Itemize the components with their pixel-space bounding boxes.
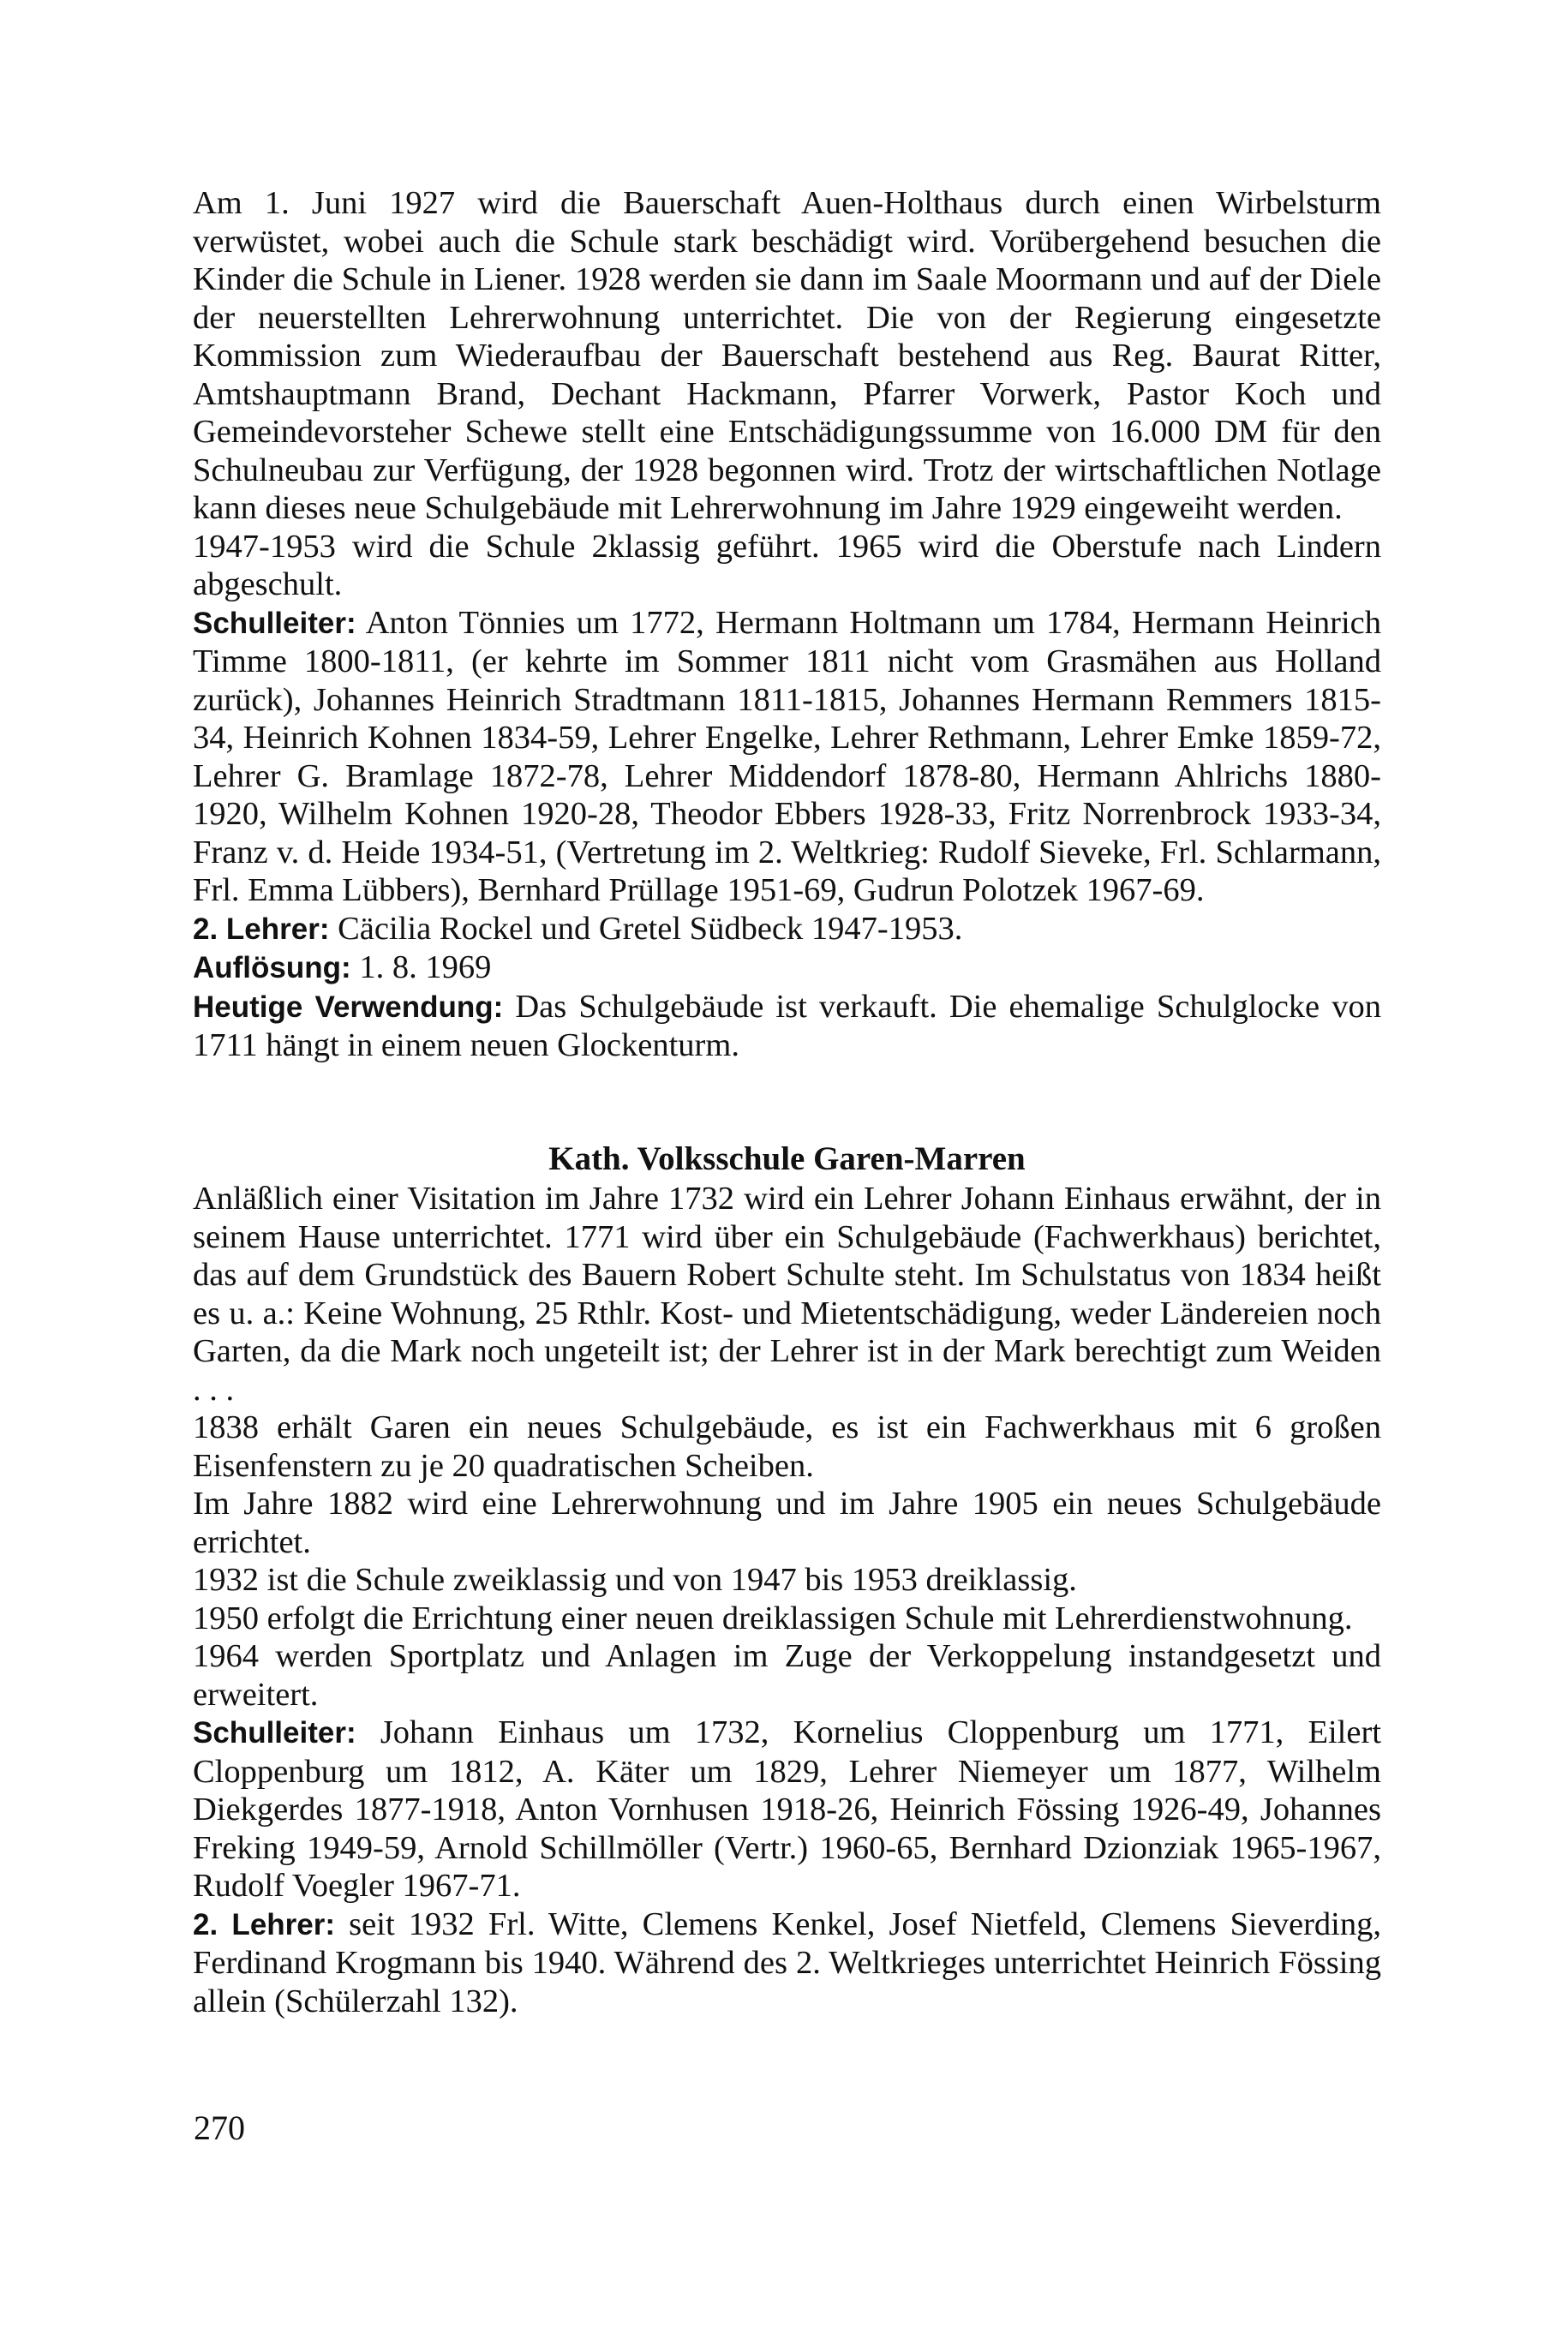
paragraph-garen-1882: Im Jahre 1882 wird eine Lehrerwohnung und im Jahre 1905 ein neues Schulgebäude errichtet.: [193, 1486, 1381, 1560]
verwendung-label: Heutige Verwendung:: [193, 990, 504, 1024]
lehrer-label: 2. Lehrer:: [193, 1907, 336, 1941]
paragraph-garen-1932: 1932 ist die Schule zweiklassig und von 1947 bis 1953 dreiklassig.: [193, 1562, 1077, 1598]
paragraph-auen-holthaus-verwendung: [193, 988, 1381, 1065]
verwendung-text: Das Schulgebäude ist verkauft. Die ehemalige Schulglocke von 1711 hängt in einem neuen Glockenturm.: [193, 988, 1381, 1063]
schulleiter-list: Anton Tönnies um 1772, Hermann Holtmann um 1784, Hermann Heinrich Timme 1800-1811, (er kehrte im Sommer 1811 nicht vom Grasmähen aus Holland zurück), Johannes Heinrich Stradtmann 1811-1815, Johannes Hermann Remmers 1815-34, Heinrich Kohnen 1834-59, Lehrer Engelke, Lehrer Rethmann, Lehrer Emke 1859-72, Lehrer G. Bramlage 1872-78, Lehrer Middendorf 1878-80, Hermann Ahlrichs 1880-1920, Wilhelm Kohnen 1920-28, Theodor Ebbers 1928-33, Fritz Norrenbrock 1933-34, Franz v. d. Heide 1934-51, (Vertretung im 2. Weltkrieg: Rudolf Sieveke, Frl. Schlarmann, Frl. Emma Lübbers), Bernhard Prüllage 1951-69, Gudrun Polotzek 1967-69.: [193, 604, 1381, 908]
page-number: 270: [194, 2109, 245, 2147]
paragraph-auen-holthaus-history: Am 1. Juni 1927 wird die Bauerschaft Auen-Holthaus durch einen Wirbelsturm verwüstet, wobei auch die Schule stark beschädigt wird. Vorübergehend besuchen die Kinder die Schule in Liener. 1928 werden sie dann im Saale Moormann und auf der Diele der neuerstellten Lehrerwohnung unterrichtet. Die von der Regierung eingesetzte Kommission zum Wiederaufbau der Bauerschaft bestehend aus Reg. Baurat Ritter, Amtshauptmann Brand, Dechant Hackmann, Pfarrer Vorwerk, Pastor Koch und Gemeindevorsteher Schewe stellt eine Entschädigungssumme von 16.000 DM für den Schulneubau zur Verfügung, der 1928 begonnen wird. Trotz der wirtschaftlichen Notlage kann dieses neue Schulgebäude mit Lehrerwohnung im Jahre 1929 eingeweiht werden.: [193, 185, 1381, 526]
section-heading-garen-marren: Kath. Volksschule Garen-Marren: [548, 1140, 1026, 1177]
lehrer-list: Cäcilia Rockel und Gretel Südbeck 1947-1953.: [329, 910, 963, 947]
schulleiter-label: Schulleiter:: [193, 606, 356, 640]
paragraph-garen-lehrer: [193, 1905, 1381, 2021]
schulleiter-label: Schulleiter:: [193, 1716, 356, 1750]
schulleiter-list: Johann Einhaus um 1732, Kornelius Cloppenburg um 1771, Eilert Cloppenburg um 1812, A. Käter um 1829, Lehrer Niemeyer um 1877, Wilhelm Diekgerdes 1877-1918, Anton Vornhusen 1918-26, Heinrich Fössing 1926-49, Johannes Freking 1949-59, Arnold Schillmöller (Vertr.) 1960-65, Bernhard Dzionziak 1965-1967, Rudolf Voegler 1967-71.: [193, 1714, 1381, 1904]
paragraph-garen-1838: 1838 erhält Garen ein neues Schulgebäude, es ist ein Fachwerkhaus mit 6 großen Eisenfenstern zu je 20 quadratischen Scheiben.: [193, 1409, 1381, 1484]
lehrer-list: seit 1932 Frl. Witte, Clemens Kenkel, Josef Nietfeld, Clemens Sieverding, Ferdinand Krogmann bis 1940. Während des 2. Weltkrieges unterrichtet Heinrich Fössing allein (Schülerzahl 132).: [193, 1905, 1381, 2019]
lehrer-label: 2. Lehrer:: [193, 912, 330, 946]
aufloesung-date: 1. 8. 1969: [350, 949, 492, 985]
paragraph-auen-holthaus-classes: 1947-1953 wird die Schule 2klassig geführt. 1965 wird die Oberstufe nach Lindern abgeschult.: [193, 528, 1381, 602]
paragraph-garen-history: Anläßlich einer Visitation im Jahre 1732 wird ein Lehrer Johann Einhaus erwähnt, der in seinem Hause unterrichtet. 1771 wird über ein Schulgebäude (Fachwerkhaus) berichtet, das auf dem Grundstück des Bauern Robert Schulte steht. Im Schulstatus von 1834 heißt es u. a.: Keine Wohnung, 25 Rthlr. Kost- und Mietentschädigung, weder Ländereien noch Garten, da die Mark noch ungeteilt ist; der Lehrer ist in der Mark berechtigt zum Weiden . . .: [193, 1181, 1381, 1408]
paragraph-auen-holthaus-lehrer: [193, 910, 1381, 949]
paragraph-auen-holthaus-schulleiter: [193, 604, 1381, 910]
paragraph-garen-1964: 1964 werden Sportplatz und Anlagen im Zuge der Verkoppelung instandgesetzt und erweitert.: [193, 1638, 1381, 1713]
aufloesung-label: Auflösung:: [193, 951, 351, 984]
paragraph-garen-1950: 1950 erfolgt die Errichtung einer neuen dreiklassigen Schule mit Lehrerdienstwohnung.: [193, 1600, 1353, 1636]
paragraph-garen-schulleiter: [193, 1714, 1381, 1905]
paragraph-auen-holthaus-aufloesung: [193, 948, 1381, 988]
page-body: [193, 184, 1381, 2020]
